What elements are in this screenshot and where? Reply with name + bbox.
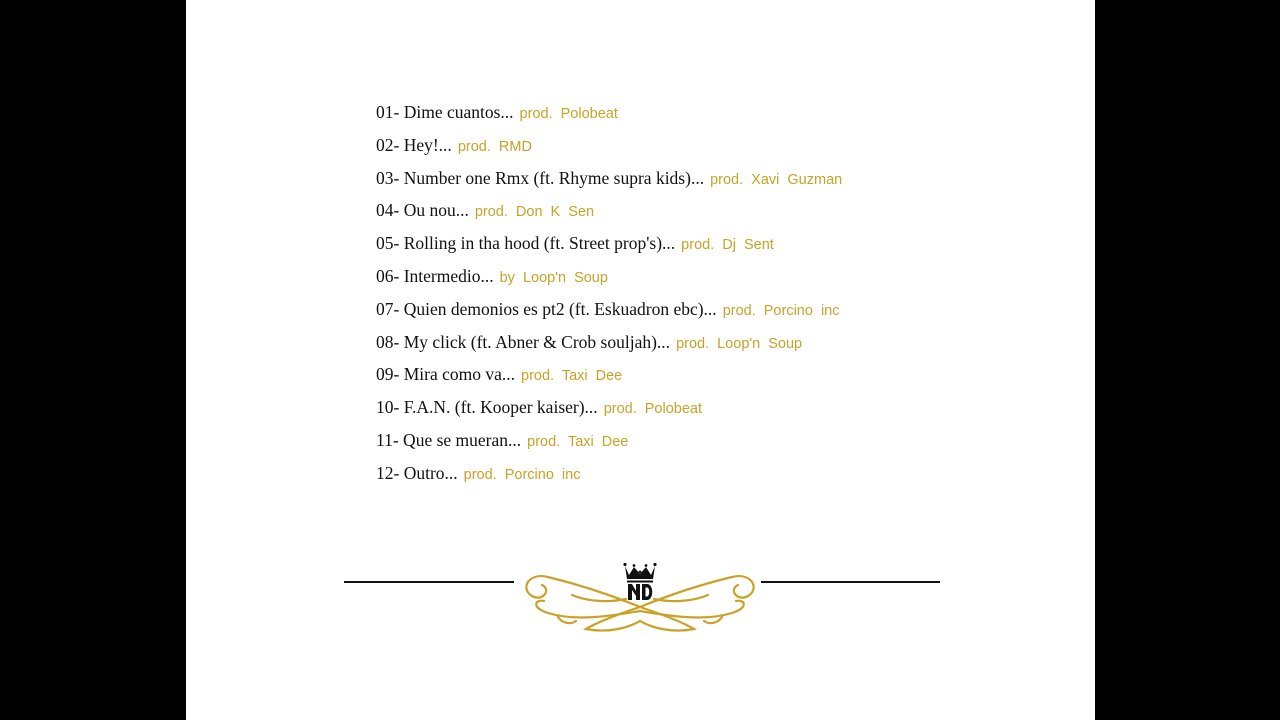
track-title: 12- Outro... — [376, 462, 458, 483]
track-credit: prod. RMD — [457, 138, 532, 155]
track-item — [376, 326, 842, 359]
track-title: 07- Quien demonios es pt2 (ft. Eskuadron ebc)... — [376, 298, 717, 319]
track-title: 10- F.A.N. (ft. Kooper kaiser)... — [376, 397, 598, 418]
track-credit: prod. Porcino inc — [722, 302, 840, 319]
track-item — [376, 129, 842, 162]
track-credit: prod. Dj Sent — [681, 237, 774, 254]
track-credit: prod. Taxi Dee — [527, 433, 629, 450]
track-item — [376, 293, 842, 326]
track-item — [376, 391, 842, 424]
track-title: 06- Intermedio... — [376, 265, 494, 286]
track-credit: prod. Don K Sen — [474, 204, 595, 221]
track-credit: prod. Loop'n Soup — [676, 335, 803, 352]
track-credit: prod. Taxi Dee — [521, 368, 623, 385]
track-item — [376, 260, 842, 293]
track-item — [376, 162, 842, 195]
track-item — [376, 96, 842, 129]
track-credit: prod. Polobeat — [603, 401, 703, 418]
track-item — [376, 358, 842, 391]
tracklist — [376, 96, 842, 490]
track-title: 04- Ou nou... — [376, 200, 469, 221]
track-title: 02- Hey!... — [376, 134, 452, 155]
track-title: 08- My click (ft. Abner & Crob souljah)... — [376, 331, 671, 352]
track-item — [376, 424, 842, 457]
track-item — [376, 227, 842, 260]
track-title: 03- Number one Rmx (ft. Rhyme supra kids)... — [376, 167, 705, 188]
track-title: 05- Rolling in tha hood (ft. Street prop's)... — [376, 233, 676, 254]
track-title: 01- Dime cuantos... — [376, 102, 514, 122]
track-item — [376, 194, 842, 227]
track-credit: prod. Porcino inc — [463, 466, 581, 483]
track-title: 09- Mira como va... — [376, 364, 515, 385]
crown-monogram-icon — [623, 563, 656, 600]
track-item — [376, 457, 842, 490]
ornament-divider — [186, 555, 1095, 645]
track-credit: prod. Polobeat — [519, 106, 618, 122]
track-credit: prod. Xavi Guzman — [710, 171, 843, 188]
tracklist-page — [186, 0, 1095, 720]
track-credit: by Loop'n Soup — [499, 269, 608, 286]
track-title: 11- Que se mueran... — [376, 429, 522, 450]
